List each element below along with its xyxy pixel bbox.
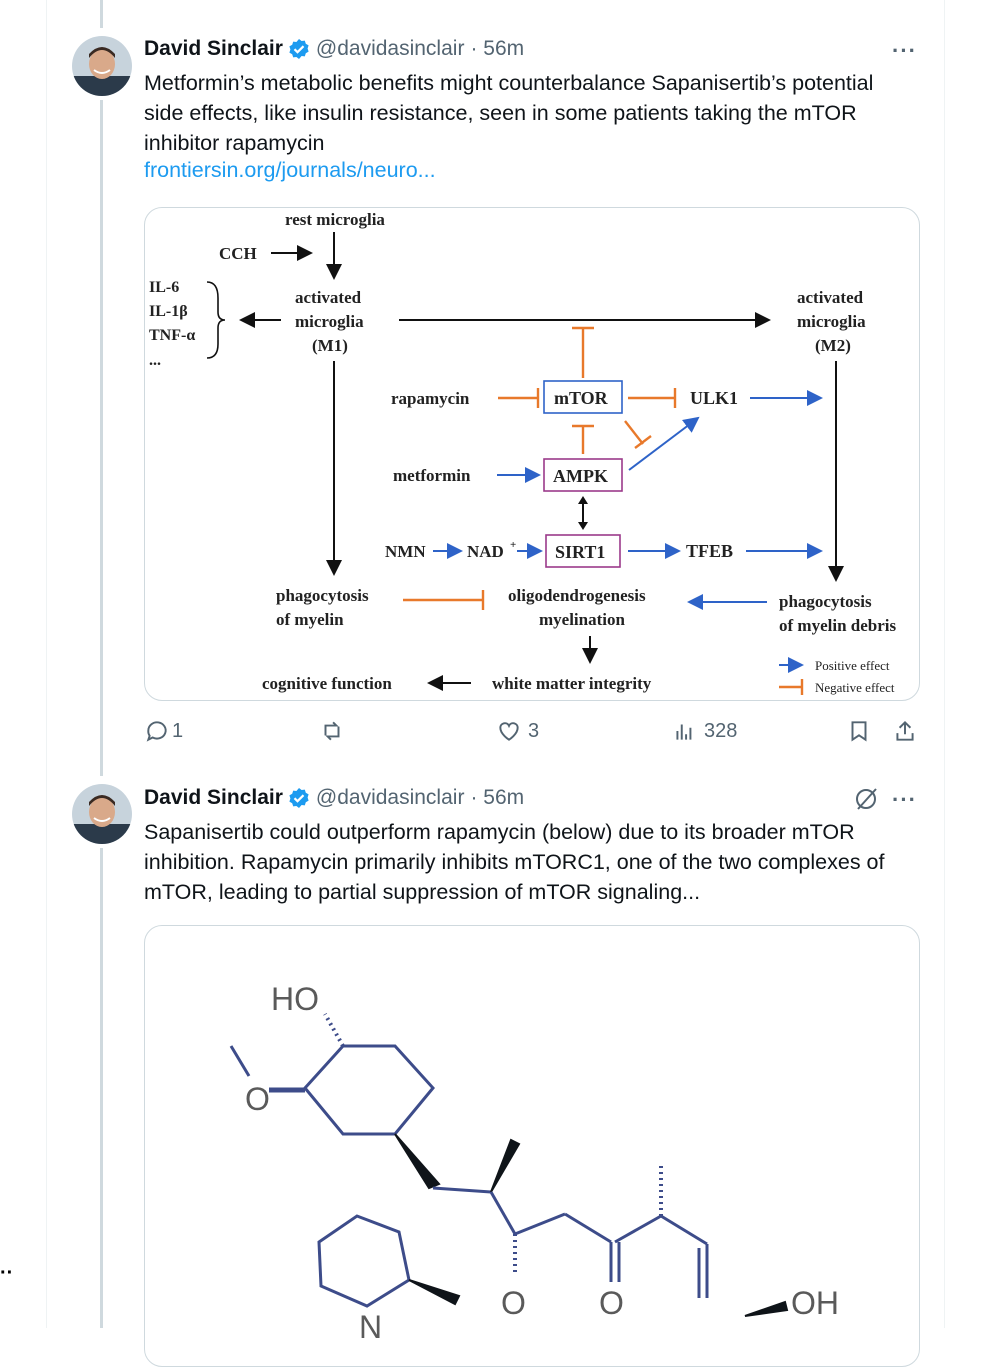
legend-negative-label: Negative effect [815,680,895,695]
methyl-bond [231,1046,249,1076]
chain-bond-4 [565,1214,611,1242]
avatar-2[interactable] [72,784,132,844]
thread-line [100,100,103,776]
label-metformin: metformin [393,466,471,485]
share-button[interactable] [892,718,918,744]
author-name[interactable]: David Sinclair [144,37,283,60]
author-name-2[interactable]: David Sinclair [144,786,283,809]
label-ulk1: ULK1 [690,388,739,408]
pathway-diagram [145,208,919,700]
label-nad: NAD [467,542,504,561]
views-count: 328 [704,719,738,742]
legend-positive-label: Positive effect [815,658,890,673]
label-n: N [359,1309,383,1345]
tweet-link[interactable]: frontiersin.org/journals/neuro... [144,158,436,182]
verified-badge-icon [288,38,310,60]
like-button[interactable] [496,718,539,744]
inhibit-mtor-ampk [625,421,643,444]
cyclohexane-ring [305,1046,433,1134]
more-options-icon[interactable]: ··· [892,787,917,812]
author-handle-2[interactable]: @davidasinclair [315,786,465,809]
verified-badge-icon [288,787,310,809]
column-border-left [46,0,47,1328]
reply-icon [144,718,170,744]
label-ampk: AMPK [553,466,608,486]
oh-wedge [745,1302,787,1316]
bookmark-icon [846,718,872,744]
tweet-time[interactable]: · 56m [470,37,525,60]
label-cch: CCH [219,244,257,263]
tweet-text: Metformin’s metabolic benefits might counterbalance Sapanisertib’s potential side effects, like insulin resistance, seen in some patients taking the mTOR inhibitor rapamycin [144,71,874,155]
label-il6: IL-6 [149,279,180,296]
bookmark-button[interactable] [846,718,872,744]
methyl-wedge [491,1140,519,1192]
chain-bond-6 [661,1216,707,1244]
views-icon [672,718,698,744]
avatar[interactable] [72,36,132,96]
grok-icon[interactable] [852,785,880,818]
label-o-carbonyl: O [599,1285,624,1321]
bracket [207,282,225,358]
piperidine-ring [319,1216,409,1306]
label-o-methoxy: O [245,1081,270,1117]
label-m1: (M1) [312,336,348,355]
like-count: 3 [528,719,540,742]
label-white-matter: white matter integrity [492,674,652,693]
author-handle[interactable]: @davidasinclair [315,37,465,60]
label-mtor: mTOR [554,388,608,408]
ring-wedge [409,1280,459,1304]
label-sirt1: SIRT1 [555,542,606,562]
edge-dots: ·· [0,1262,14,1284]
column-border-right [944,0,945,1328]
chain-bond-3 [515,1214,565,1234]
more-options-icon[interactable]: ··· [892,38,917,63]
label-oligodendrogenesis: oligodendrogenesis [508,586,646,605]
share-icon [892,718,918,744]
chain-bond-1 [433,1188,491,1192]
thread-line-top [100,0,103,28]
molecule-structure [145,926,919,1366]
tweet-time-2[interactable]: · 56m [470,786,525,809]
tweet-actions [144,718,920,750]
label-ellipsis: ... [149,352,161,369]
wedge-bond [395,1134,439,1188]
label-myelination: myelination [539,610,625,629]
chain-bond-5 [615,1216,661,1242]
label-activated-m1: activated [295,288,362,307]
label-phagocytosis-m2: phagocytosis [779,592,872,611]
heart-icon [496,718,522,744]
label-of-myelin-debris: of myelin debris [779,616,897,635]
label-tnfa: TNF-α [149,327,196,344]
label-rapamycin: rapamycin [391,389,470,408]
reply-button[interactable] [144,718,183,744]
label-oh: OH [791,1285,839,1321]
thread-line-2 [100,848,103,1328]
label-microglia-m2: microglia [797,312,866,331]
label-m2: (M2) [815,336,851,355]
label-activated-m2: activated [797,288,864,307]
label-rest-microglia: rest microglia [285,210,385,229]
hydroxyl-hash-bond [325,1014,343,1046]
label-microglia-m1: microglia [295,312,364,331]
views-button[interactable] [672,718,737,744]
retweet-icon [319,718,345,744]
label-cognitive-function: cognitive function [262,674,392,693]
chain-bond-2 [491,1192,515,1234]
tweet-text-2: Sapanisertib could outperform rapamycin (below) due to its broader mTOR inhibition. Rapamycin primarily inhibits mTORC1, one of the two complexes of mTOR, leading to partial suppression of mTOR signaling... [144,820,885,904]
tweet-header-2 [144,786,524,810]
label-il1b: IL-1β [149,303,188,320]
retweet-button[interactable] [319,718,345,744]
label-tfeb: TFEB [686,541,734,561]
reply-count: 1 [172,719,184,742]
label-ho: HO [271,981,319,1017]
tweet-image-molecule[interactable] [144,925,920,1367]
label-nad-sup: + [510,539,517,551]
label-phagocytosis: phagocytosis [276,586,369,605]
label-nmn: NMN [385,542,426,561]
label-of-myelin: of myelin [276,610,344,629]
tweet-header [144,37,524,61]
tweet-image-diagram[interactable] [144,207,920,701]
label-o-ester: O [501,1285,526,1321]
